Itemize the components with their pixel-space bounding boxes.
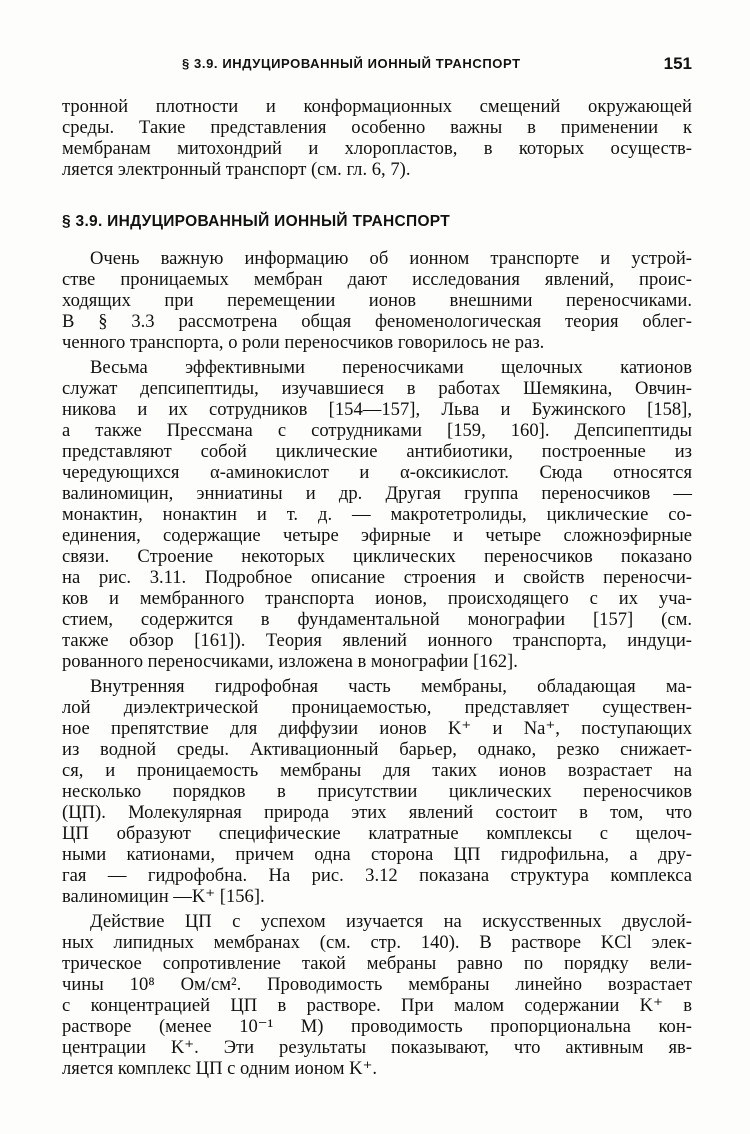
text-line: ходящих при перемещении ионов внешними переносчиками. xyxy=(62,290,692,311)
text-line: мембранам митохондрий и хлоропластов, в которых осуществ- xyxy=(62,138,692,159)
text-line: монактин, нонактин и т. д. — макротетролиды, циклические со- xyxy=(62,504,692,525)
section-heading: § 3.9. ИНДУЦИРОВАННЫЙ ИОННЫЙ ТРАНСПОРТ xyxy=(62,213,451,230)
text-line: В § 3.3 рассмотрена общая феноменологическая теория облег- xyxy=(62,311,692,332)
paragraph xyxy=(62,676,692,907)
text-line: ся, и проницаемость мембраны для таких ионов возрастает на xyxy=(62,760,692,781)
text-line: стием, содержится в фундаментальной монографии [157] (см. xyxy=(62,609,692,630)
text-line: также обзор [161]). Теория явлений ионного транспорта, индуци- xyxy=(62,630,692,651)
text-line: ными катионами, причем одна сторона ЦП гидрофильна, а дру- xyxy=(62,844,692,865)
text-line: чередующихся α-аминокислот и α-оксикислот. Сюда относятся xyxy=(62,462,692,483)
text-line: ченного транспорта, о роли переносчиков говорилось не раз. xyxy=(62,332,545,353)
running-head xyxy=(62,56,692,80)
text-line: Весьма эффективными переносчиками щелочных катионов xyxy=(90,357,692,378)
text-line: представляют собой циклические антибиотики, построенные из xyxy=(62,441,692,462)
text-line: ЦП образуют специфические клатратные комплексы с щелоч- xyxy=(62,823,692,844)
text-line: Внутренняя гидрофобная часть мембраны, обладающая ма- xyxy=(90,676,692,697)
text-line: несколько порядков в присутствии циклических переносчиков xyxy=(62,781,692,802)
text-line: среды. Такие представления особенно важны в применении к xyxy=(62,117,692,138)
text-line: ляется комплекс ЦП с одним ионом K⁺. xyxy=(62,1058,378,1079)
text-line: лой диэлектрической проницаемостью, представляет существен- xyxy=(62,697,692,718)
paragraph xyxy=(62,911,692,1079)
text-line: (ЦП). Молекулярная природа этих явлений состоит в том, что xyxy=(62,802,692,823)
text-line: никова и их сотрудников [154—157], Льва и Бужинского [158], xyxy=(62,399,692,420)
text-line: Действие ЦП с успехом изучается на искусственных двуслой- xyxy=(90,911,692,932)
text-line: на рис. 3.11. Подробное описание строения и свойств переносчи- xyxy=(62,567,692,588)
text-line: трическое сопротивление такой мебраны равно по порядку вели- xyxy=(62,953,692,974)
text-line: центрации K⁺. Эти результаты показывают, что активным яв- xyxy=(62,1037,692,1058)
text-line: гая — гидрофобна. На рис. 3.12 показана структура комплекса xyxy=(62,865,692,886)
paragraph xyxy=(62,248,692,353)
text-line: Очень важную информацию об ионном транспорте и устрой- xyxy=(90,248,692,269)
continuation-paragraph xyxy=(62,96,692,180)
text-line: ков и мембранного транспорта ионов, происходящего с их уча- xyxy=(62,588,692,609)
body-text xyxy=(62,96,692,1079)
running-title: § 3.9. ИНДУЦИРОВАННЫЙ ИОННЫЙ ТРАНСПОРТ xyxy=(182,56,521,71)
text-line: ных липидных мембранах (см. стр. 140). В растворе KCl элек- xyxy=(62,932,692,953)
text-line: валиномицин —K⁺ [156]. xyxy=(62,886,265,907)
text-line: служат депсипептиды, изучавшиеся в работах Шемякина, Овчин- xyxy=(62,378,692,399)
text-line: из водной среды. Активационный барьер, однако, резко снижает- xyxy=(62,739,692,760)
text-line: ное препятствие для диффузии ионов K⁺ и Na⁺, поступающих xyxy=(62,718,692,739)
text-line: чины 10⁸ Ом/см². Проводимость мембраны линейно возрастает xyxy=(62,974,692,995)
text-line: единения, содержащие четыре эфирные и четыре сложноэфирные xyxy=(62,525,692,546)
text-line: растворе (менее 10⁻¹ М) проводимость пропорциональна кон- xyxy=(62,1016,692,1037)
text-line: рованного переносчиками, изложена в монографии [162]. xyxy=(62,651,518,672)
text-line: стве проницаемых мембран дают исследования явлений, проис- xyxy=(62,269,692,290)
page-number: 151 xyxy=(663,54,692,73)
text-line: валиномицин, энниатины и др. Другая группа переносчиков — xyxy=(62,483,692,504)
text-line: ляется электронный транспорт (см. гл. 6, 7). xyxy=(62,159,411,180)
text-line: а также Прессмана с сотрудниками [159, 160]. Депсипептиды xyxy=(62,420,692,441)
text-line: связи. Строение некоторых циклических переносчиков показано xyxy=(62,546,692,567)
text-line: тронной плотности и конформационных смещений окружающей xyxy=(62,96,692,117)
paragraph xyxy=(62,357,692,672)
text-line: с концентрацией ЦП в растворе. При малом содержании K⁺ в xyxy=(62,995,692,1016)
